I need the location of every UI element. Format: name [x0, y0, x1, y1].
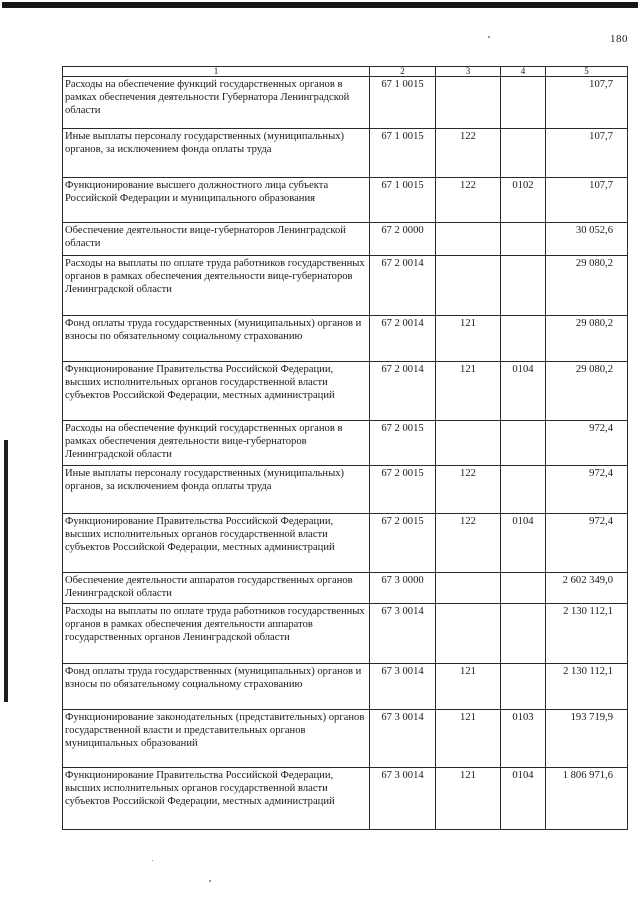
cell-section	[501, 664, 546, 710]
cell-name: Иные выплаты персоналу государственных (муниципальных) органов, за исключением фонда оплаты труда	[63, 129, 370, 178]
table-row	[63, 256, 628, 316]
cell-sum: 30 052,6	[546, 223, 628, 256]
table-row	[63, 466, 628, 514]
cell-code: 67 2 0014	[370, 362, 436, 421]
cell-expense-type: 121	[436, 768, 501, 830]
cell-code: 67 2 0014	[370, 256, 436, 316]
cell-section	[501, 573, 546, 604]
cell-name: Расходы на обеспечение функций государственных органов в рамках обеспечения деятельности вице-губернаторов Ленинградской области	[63, 421, 370, 466]
table-row	[63, 178, 628, 223]
cell-name: Функционирование Правительства Российской Федерации, высших исполнительных органов государственной власти субъектов Российской Федерации, местных администраций	[63, 514, 370, 573]
cell-expense-type: 121	[436, 664, 501, 710]
scan-speck	[209, 880, 211, 882]
cell-code: 67 2 0000	[370, 223, 436, 256]
cell-sum: 2 130 112,1	[546, 604, 628, 664]
cell-expense-type	[436, 77, 501, 129]
cell-section	[501, 604, 546, 664]
cell-section: 0104	[501, 362, 546, 421]
cell-sum: 193 719,9	[546, 710, 628, 768]
table-row	[63, 77, 628, 129]
cell-name: Функционирование законодательных (представительных) органов государственной власти и представительных органов муниципальных образований	[63, 710, 370, 768]
cell-name: Обеспечение деятельности аппаратов государственных органов Ленинградской области	[63, 573, 370, 604]
table-row	[63, 514, 628, 573]
cell-sum: 972,4	[546, 514, 628, 573]
cell-name: Обеспечение деятельности вице-губернаторов Ленинградской области	[63, 223, 370, 256]
cell-expense-type	[436, 573, 501, 604]
cell-sum: 29 080,2	[546, 362, 628, 421]
header-col-1: 1	[63, 67, 370, 77]
cell-expense-type: 122	[436, 514, 501, 573]
cell-section: 0104	[501, 768, 546, 830]
cell-code: 67 3 0014	[370, 664, 436, 710]
cell-expense-type: 122	[436, 129, 501, 178]
table-row	[63, 664, 628, 710]
cell-expense-type	[436, 256, 501, 316]
table-row	[63, 573, 628, 604]
cell-expense-type: 121	[436, 710, 501, 768]
cell-code: 67 2 0015	[370, 466, 436, 514]
cell-name: Расходы на обеспечение функций государственных органов в рамках обеспечения деятельности Губернатора Ленинградской области	[63, 77, 370, 129]
cell-name: Фонд оплаты труда государственных (муниципальных) органов и взносы по обязательному социальному страхованию	[63, 316, 370, 362]
cell-code: 67 1 0015	[370, 77, 436, 129]
cell-name: Функционирование Правительства Российской Федерации, высших исполнительных органов государственной власти субъектов Российской Федерации, местных администраций	[63, 768, 370, 830]
cell-expense-type: 122	[436, 466, 501, 514]
table-header-row	[63, 67, 628, 77]
cell-expense-type: 121	[436, 362, 501, 421]
table-row	[63, 710, 628, 768]
cell-name: Иные выплаты персоналу государственных (муниципальных) органов, за исключением фонда оплаты труда	[63, 466, 370, 514]
header-col-3: 3	[436, 67, 501, 77]
cell-name: Расходы на выплаты по оплате труда работников государственных органов в рамках обеспечения деятельности аппаратов государственных органов Ленинградской области	[63, 604, 370, 664]
cell-code: 67 3 0014	[370, 604, 436, 664]
cell-expense-type: 122	[436, 178, 501, 223]
cell-code: 67 2 0015	[370, 421, 436, 466]
cell-name: Функционирование высшего должностного лица субъекта Российской Федерации и муниципального образования	[63, 178, 370, 223]
table-row	[63, 223, 628, 256]
top-scan-rule	[2, 2, 638, 8]
cell-code: 67 3 0014	[370, 768, 436, 830]
header-col-4: 4	[501, 67, 546, 77]
scan-speck	[152, 860, 153, 861]
budget-table	[62, 66, 628, 830]
cell-sum: 2 602 349,0	[546, 573, 628, 604]
cell-sum: 107,7	[546, 178, 628, 223]
cell-sum: 107,7	[546, 77, 628, 129]
cell-section	[501, 421, 546, 466]
cell-code: 67 3 0014	[370, 710, 436, 768]
cell-sum: 1 806 971,6	[546, 768, 628, 830]
table-row	[63, 362, 628, 421]
cell-code: 67 1 0015	[370, 178, 436, 223]
table-row	[63, 604, 628, 664]
cell-code: 67 3 0000	[370, 573, 436, 604]
cell-expense-type	[436, 604, 501, 664]
cell-sum: 29 080,2	[546, 256, 628, 316]
cell-name: Фонд оплаты труда государственных (муниципальных) органов и взносы по обязательному социальному страхованию	[63, 664, 370, 710]
cell-sum: 2 130 112,1	[546, 664, 628, 710]
cell-expense-type: 121	[436, 316, 501, 362]
cell-sum: 972,4	[546, 466, 628, 514]
cell-name: Функционирование Правительства Российской Федерации, высших исполнительных органов государственной власти субъектов Российской Федерации, местных администраций	[63, 362, 370, 421]
cell-section: 0102	[501, 178, 546, 223]
cell-expense-type	[436, 223, 501, 256]
cell-section	[501, 129, 546, 178]
page-number: 180	[610, 33, 628, 45]
cell-code: 67 1 0015	[370, 129, 436, 178]
header-col-5: 5	[546, 67, 628, 77]
cell-sum: 29 080,2	[546, 316, 628, 362]
table-row	[63, 768, 628, 830]
cell-sum: 107,7	[546, 129, 628, 178]
cell-expense-type	[436, 421, 501, 466]
table-row	[63, 316, 628, 362]
cell-code: 67 2 0014	[370, 316, 436, 362]
left-margin-bar	[4, 440, 8, 702]
cell-section: 0104	[501, 514, 546, 573]
table-row	[63, 421, 628, 466]
cell-section	[501, 256, 546, 316]
cell-section	[501, 466, 546, 514]
cell-section	[501, 316, 546, 362]
table-row	[63, 129, 628, 178]
cell-sum: 972,4	[546, 421, 628, 466]
cell-section	[501, 223, 546, 256]
scan-speck	[488, 36, 490, 38]
header-col-2: 2	[370, 67, 436, 77]
cell-section	[501, 77, 546, 129]
cell-name: Расходы на выплаты по оплате труда работников государственных органов в рамках обеспечения деятельности вице-губернаторов Ленинградской области	[63, 256, 370, 316]
cell-code: 67 2 0015	[370, 514, 436, 573]
cell-section: 0103	[501, 710, 546, 768]
